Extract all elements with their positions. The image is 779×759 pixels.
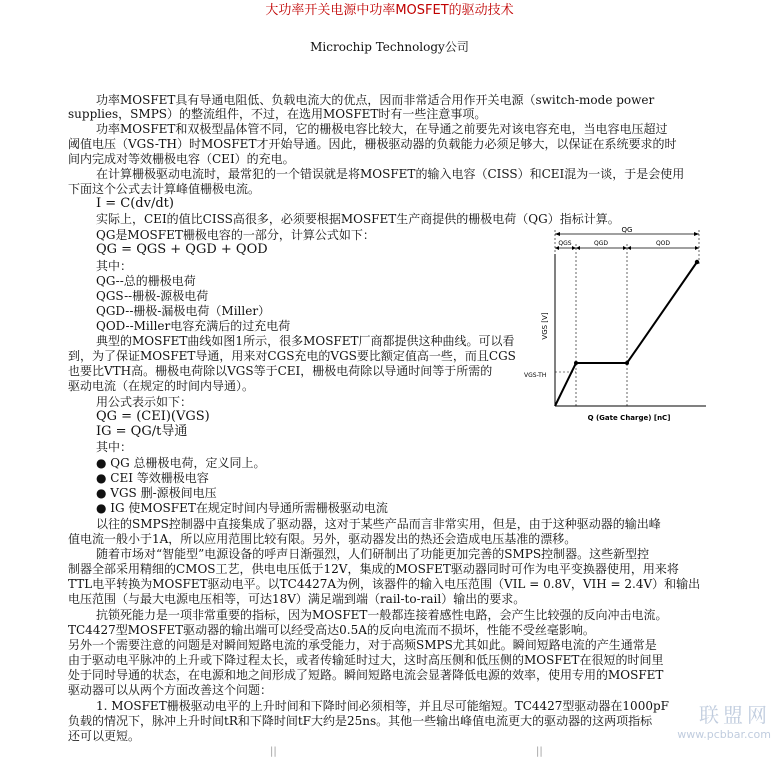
text-line: 阈值电压（VGS-TH）时MOSFET才开始导通。因此，栅极驱动器的负载能力必须足够大，以保证在系统要求的时 xyxy=(68,137,677,151)
text-line: 制器全部采用精细的CMOS工艺，供电电压低于12V，集成的MOSFET驱动器同时可作为电平变换器使用，用来将 xyxy=(68,562,679,576)
qgs-label: QGS xyxy=(558,240,572,247)
text-line: 电压范围（与最大电源电压相等，可达18V）满足端到端（rail-to-rail）输出的要求。 xyxy=(68,592,526,606)
text-line: 以往的SMPS控制器中直接集成了驱动器，这对于某些产品而言非常实用，但是，由于这种驱动器的输出峰 xyxy=(96,517,661,531)
text-line: 抗锁死能力是一项非常重要的指标，因为MOSFET一般都连接着感性电路，会产生比较强的反向冲击电流。 xyxy=(96,608,668,622)
text-line: 由于驱动电平脉冲的上升或下降过程太长，或者传输延时过大，这时高压侧和低压侧的MOSFET在很短的时间里 xyxy=(68,653,664,667)
text-line: 也要比VTH高。栅极电荷除以VGS等于CEI，栅极电荷除以导通时间等于所需的 xyxy=(68,364,493,378)
text-line: QGD--栅极-漏极电荷（Miller） xyxy=(96,304,271,318)
text-line: 典型的MOSFET曲线如图1所示，很多MOSFET厂商都提供这种曲线。可以看 xyxy=(96,334,515,348)
page-mark: || xyxy=(536,746,543,757)
company-name: Microchip Technology公司 xyxy=(310,40,469,54)
page-mark: || xyxy=(270,746,277,757)
formula-charge: QG = (CEI)(VGS) xyxy=(96,409,210,424)
list-item: ● QG 总栅极电荷，定义同上。 xyxy=(96,456,266,470)
axes xyxy=(555,254,706,406)
phase-guides xyxy=(555,230,699,406)
list-item: ● VGS 删-源极间电压 xyxy=(96,486,217,500)
text-line: 值电流一般小于1A，所以应用范围比较有限。另外，驱动器发出的热还会造成电压基准的漂移。 xyxy=(68,532,577,546)
formula-gate-charge: QG = QGS + QGD + QOD xyxy=(96,242,268,257)
text-line: 处于同时导通的状态，在电源和地之间形成了短路。瞬间短路电流会显著降低电源的效率，使用专用的MOSFET xyxy=(68,668,664,682)
list-item: ● CEI 等效栅极电容 xyxy=(96,471,209,485)
text-line: QGS--栅极-源极电荷 xyxy=(96,289,209,303)
watermark-url: www.pcbbar.com xyxy=(677,728,771,741)
x-axis-label: Q (Gate Charge) [nC] xyxy=(587,414,671,422)
watermark-brand: 联盟网 xyxy=(699,703,771,727)
vth-label: VGS-TH xyxy=(524,372,547,379)
text-line: 功率MOSFET和双极型晶体管不同，它的栅极电容比较大，在导通之前要先对该电容充电，当电容电压超过 xyxy=(96,122,668,136)
text-line: supplies，SMPS）的整流组件，不过，在选用MOSFET时有一些注意事项。 xyxy=(68,107,487,121)
text-line: 实际上，CEI的值比CISS高很多，必须要根据MOSFET生产商提供的栅极电荷（QG）指标计算。 xyxy=(96,212,620,226)
curve-point xyxy=(574,361,578,365)
text-line: 其中： xyxy=(96,259,133,273)
text-line: 其中： xyxy=(96,440,133,454)
text-line: 还可以更短。 xyxy=(68,729,141,743)
list-item: ● IG 使MOSFET在规定时间内导通所需栅极驱动电流 xyxy=(96,501,388,515)
curve-point xyxy=(695,260,699,264)
text-line: 用公式表示如下： xyxy=(96,395,193,409)
text-line: 驱动器可以从两个方面改善这个问题： xyxy=(68,683,273,697)
text-line: 到，为了保证MOSFET导通，用来对CGS充电的VGS要比额定值高一些，而且CGS xyxy=(68,349,516,363)
qod-label: QOD xyxy=(655,240,671,247)
text-line: TC4427型MOSFET驱动器的输出端可以经受高达0.5A的反向电流而不损坏，性能不受丝毫影响。 xyxy=(68,623,595,637)
text-line: 驱动电流（在规定的时间内导通）。 xyxy=(68,379,255,393)
page-title: 大功率开关电源中功率MOSFET的驱动技术 xyxy=(265,3,514,18)
qgd-label: QGD xyxy=(594,240,608,247)
text-line: 在计算栅极驱动电流时，最常犯的一个错误就是将MOSFET的输入电容（CISS）和CEI混为一谈，于是会使用 xyxy=(96,167,685,181)
text-line: 功率MOSFET具有导通电阻低、负载电流大的优点，因而非常适合用作开关电源（switch-mode power xyxy=(96,93,655,107)
text-line: TTL电平转换为MOSFET驱动电平。以TC4427A为例，该器件的输入电压范围（VIL = 0.8V，VIH = 2.4V）和输出 xyxy=(68,577,701,591)
text-line: 另外一个需要注意的问题是对瞬间短路电流的承受能力，对于高频SMPS尤其如此。瞬间短路电流的产生通常是 xyxy=(68,638,657,652)
text-line: 1. MOSFET栅极驱动电平的上升时间和下降时间必须相等，并且尽可能缩短。TC4427型驱动器在1000pF xyxy=(96,699,669,713)
qg-label: QG xyxy=(621,226,633,234)
text-line: 随着市场对“智能型”电源设备的呼声日渐强烈，人们研制出了功能更加完善的SMPS控制器。这些新型控 xyxy=(96,547,650,561)
formula-current: IG = QG/t导通 xyxy=(96,424,188,439)
text-line: 下面这个公式去计算峰值栅极电流。 xyxy=(68,182,261,196)
y-axis-label: VGS [V] xyxy=(541,312,549,340)
gate-charge-figure xyxy=(521,226,751,426)
text-line: 间内完成对等效栅极电容（CEI）的充电。 xyxy=(68,152,295,166)
watermark xyxy=(677,699,771,741)
text-line: 负载的情况下，脉冲上升时间tR和下降时间tF大约是25ns。其他一些输出峰值电流更大的驱动器的这两项指标 xyxy=(68,714,653,728)
text-line: QG是MOSFET栅极电容的一部分，计算公式如下： xyxy=(96,228,375,242)
curve-point xyxy=(625,361,629,365)
formula-peak-current: I = C(dv/dt) xyxy=(96,196,174,211)
qg-dimension xyxy=(555,226,699,236)
text-line: QOD--Miller电容充满后的过充电荷 xyxy=(96,319,291,333)
text-line: QG--总的栅极电荷 xyxy=(96,274,196,288)
